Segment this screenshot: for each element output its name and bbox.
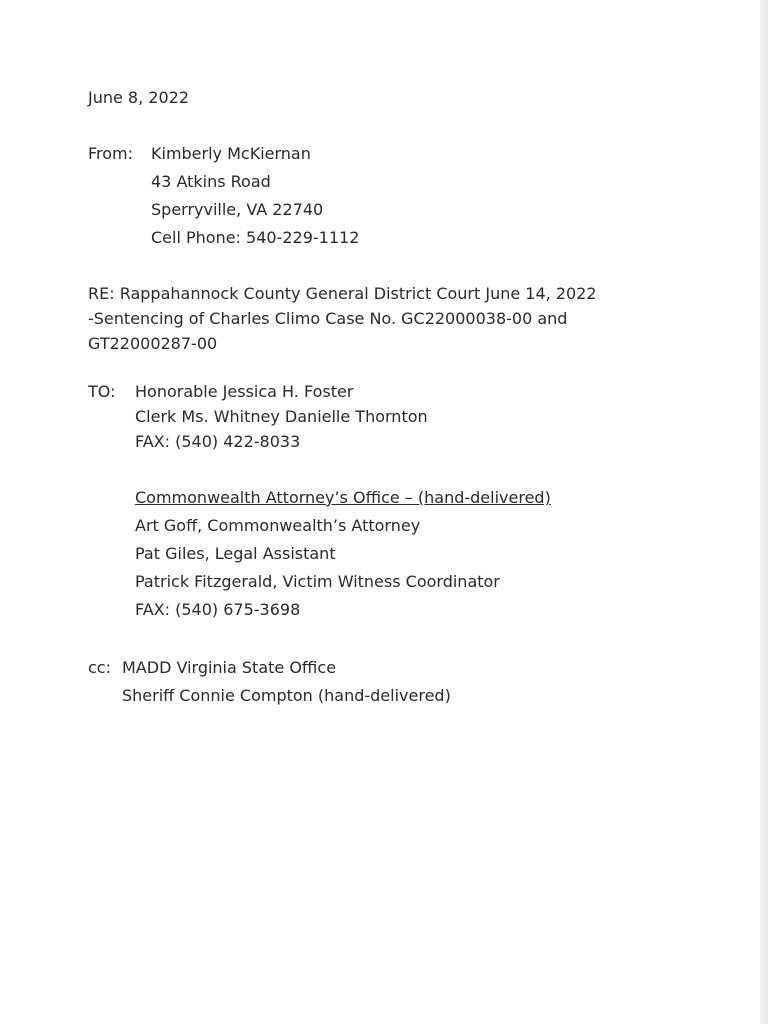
scan-edge [760,0,768,1024]
from-name: Kimberly McKiernan [151,144,311,163]
commonwealth-fax: FAX: (540) 675-3698 [135,600,301,619]
commonwealth-victim-coordinator: Patrick Fitzgerald, Victim Witness Coordinator [135,572,500,591]
letter-date: June 8, 2022 [88,88,189,107]
commonwealth-heading: Commonwealth Attorney’s Office – (hand-delivered) [135,488,551,507]
cc-madd: MADD Virginia State Office [122,658,337,677]
from-address-line2: Sperryville, VA 22740 [151,200,324,219]
re-line3: GT22000287-00 [88,334,218,353]
to-label: TO: [88,382,116,401]
re-line2: -Sentencing of Charles Climo Case No. GC22000038-00 and [88,309,568,328]
to-fax: FAX: (540) 422-8033 [135,432,301,451]
from-phone: Cell Phone: 540-229-1112 [151,228,360,247]
re-line1: RE: Rappahannock County General District Court June 14, 2022 [88,284,597,303]
cc-label: cc: [88,658,111,677]
to-recipient-clerk: Clerk Ms. Whitney Danielle Thornton [135,407,428,426]
commonwealth-legal-assistant: Pat Giles, Legal Assistant [135,544,336,563]
from-address-line1: 43 Atkins Road [151,172,271,191]
cc-sheriff: Sheriff Connie Compton (hand-delivered) [122,686,451,705]
commonwealth-attorney: Art Goff, Commonwealth’s Attorney [135,516,421,535]
from-label: From: [88,144,134,163]
to-recipient-judge: Honorable Jessica H. Foster [135,382,354,401]
